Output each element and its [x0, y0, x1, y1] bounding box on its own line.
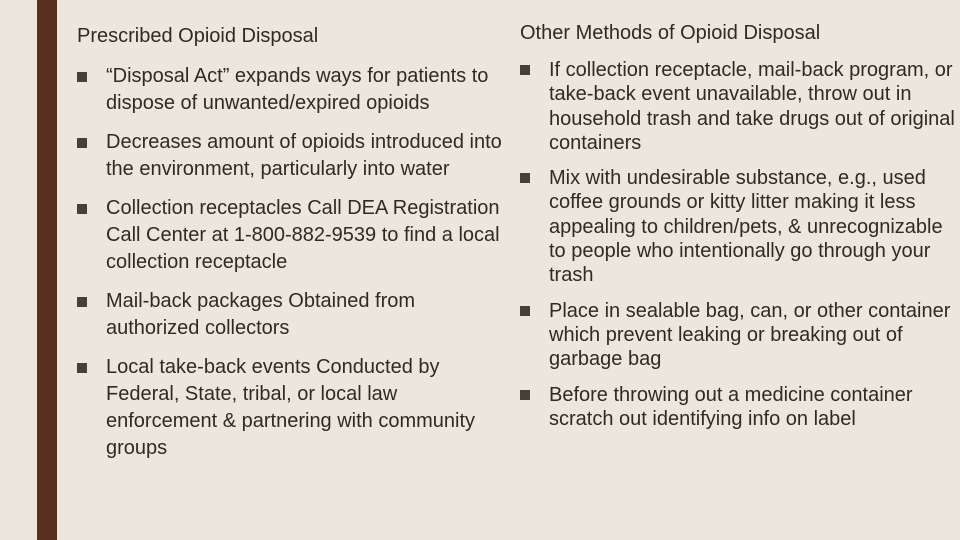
list-item: [77, 63, 502, 117]
list-item-text: Mix with undesirable substance, e.g., used coffee grounds or kitty litter making it less appealing to children/pets, & unrecognizable to people who intentionally go through your trash: [549, 167, 943, 287]
bullet-list: [520, 58, 960, 442]
list-item-text: Mail-back packages Obtained from authorized collectors: [106, 290, 416, 339]
square-bullet-icon: [520, 306, 530, 316]
list-item: [520, 383, 960, 432]
square-bullet-icon: [77, 138, 87, 148]
column-heading: Other Methods of Opioid Disposal: [520, 22, 821, 44]
column-heading: Prescribed Opioid Disposal: [77, 25, 319, 47]
list-item: [520, 58, 960, 155]
list-item-text: Local take-back events Conducted by Federal, State, tribal, or local law enforcement & partnering with community groups: [106, 356, 476, 459]
list-item: [77, 195, 502, 276]
square-bullet-icon: [520, 173, 530, 183]
square-bullet-icon: [520, 390, 530, 400]
square-bullet-icon: [77, 297, 87, 307]
list-item: [520, 299, 960, 372]
list-item-text: Place in sealable bag, can, or other container which prevent leaking or breaking out of garbage bag: [549, 299, 951, 371]
list-item-text: If collection receptacle, mail-back program, or take-back event unavailable, throw out in household trash and take drugs out of original containers: [549, 59, 955, 154]
list-item: [77, 129, 502, 183]
square-bullet-icon: [77, 72, 87, 82]
square-bullet-icon: [520, 65, 530, 75]
list-item: [520, 166, 960, 287]
list-item-text: Decreases amount of opioids introduced into the environment, particularly into water: [106, 131, 502, 180]
bullet-list: [77, 63, 502, 474]
list-item-text: “Disposal Act” expands ways for patients to dispose of unwanted/expired opioids: [106, 65, 489, 114]
list-item: [77, 288, 502, 342]
accent-bar: [37, 0, 57, 540]
list-item: [77, 354, 502, 462]
list-item-text: Before throwing out a medicine container scratch out identifying info on label: [549, 383, 913, 430]
list-item-text: Collection receptacles Call DEA Registration Call Center at 1-800-882-9539 to find a local collection receptacle: [106, 197, 500, 273]
square-bullet-icon: [77, 204, 87, 214]
square-bullet-icon: [77, 363, 87, 373]
